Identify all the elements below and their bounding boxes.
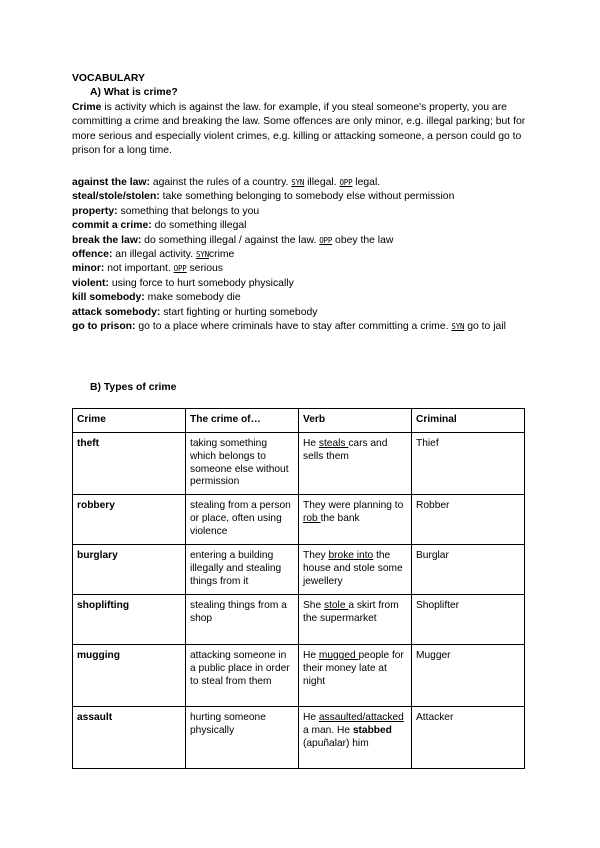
definition-item <box>72 234 534 248</box>
definition-tag: SYN <box>451 322 465 332</box>
definition-term: break the law: <box>72 234 142 246</box>
definition-tag: OPP <box>319 235 333 245</box>
crime-description-cell: entering a building illegally and stealing things from it <box>186 545 299 595</box>
crime-cell: mugging <box>73 645 186 707</box>
definition-tag-word: go to jail <box>464 321 506 333</box>
intro-text: is activity which is against the law. for example, if you steal someone's property, you are committing a crime and breaking the law. Some offences are only minor, e.g. illegal parking; but for more serious and especially violent crimes, e.g. killing or attacking someone, a person could go to prison for a long time. <box>72 102 526 157</box>
definition-text: do something illegal / against the law. <box>141 234 320 246</box>
definition-tag: OPP <box>173 264 187 274</box>
verb-text: the bank <box>320 512 360 524</box>
definition-item <box>72 205 534 219</box>
verb-text: She <box>303 600 324 611</box>
verb-cell <box>299 495 412 545</box>
crime-description-cell: stealing things from a shop <box>186 595 299 645</box>
header-crime-of: The crime of… <box>186 409 299 433</box>
definition-term: offence: <box>72 249 113 261</box>
definition-term: kill somebody: <box>72 292 145 304</box>
definition-item <box>72 248 534 262</box>
verb-cell <box>299 545 412 595</box>
header-criminal: Criminal <box>412 409 525 433</box>
definition-tag-word: legal. <box>352 177 381 188</box>
table-row <box>73 645 525 707</box>
verb-underlined: broke into <box>328 550 374 561</box>
definition-term: against the law: <box>72 177 150 188</box>
definition-term: property: <box>72 205 118 217</box>
page-title: VOCABULARY <box>72 73 145 84</box>
section-a-heading: A) What is crime? <box>90 87 178 98</box>
verb-text: cars and sells them <box>303 438 388 462</box>
verb-bold: stabbed <box>352 724 392 736</box>
definition-tag-word: serious <box>186 263 223 275</box>
table-row <box>73 707 525 769</box>
definition-term: violent: <box>72 277 109 289</box>
table-row <box>73 433 525 495</box>
verb-text: the house and stole some jewellery <box>303 550 403 587</box>
verb-text: He <box>303 712 319 723</box>
definition-text: do something illegal <box>151 220 247 232</box>
definition-tag-word: illegal. <box>304 177 340 188</box>
definition-text: not important. <box>104 263 174 275</box>
verb-text: They <box>303 550 329 561</box>
definition-tag: SYN <box>291 178 305 187</box>
verb-text: people for their money late at night <box>303 650 404 687</box>
definition-text: take something belonging to somebody else without permission <box>159 191 455 203</box>
definition-term: go to prison: <box>72 321 136 333</box>
verb-underlined: steals <box>318 438 349 449</box>
crime-cell: shoplifting <box>73 595 186 645</box>
criminal-cell: Mugger <box>412 645 525 707</box>
crime-description-cell: stealing from a person or place, often using violence <box>186 495 299 545</box>
definition-item <box>72 219 534 233</box>
verb-text: a man. He <box>303 724 353 736</box>
definition-term: attack somebody: <box>72 306 161 318</box>
criminal-cell: Shoplifter <box>412 595 525 645</box>
table-row <box>73 495 525 545</box>
definition-term: minor: <box>72 263 105 275</box>
section-b-heading: B) Types of crime <box>90 382 177 393</box>
verb-cell <box>299 433 412 495</box>
definition-item <box>72 176 534 190</box>
verb-cell <box>299 595 412 645</box>
definition-item <box>72 291 534 305</box>
definition-text: something that belongs to you <box>117 205 260 217</box>
verb-underlined: stole <box>323 600 349 611</box>
crime-types-table <box>72 408 525 769</box>
verb-text: They were planning to <box>303 500 404 511</box>
crime-cell: assault <box>73 707 186 769</box>
definition-item <box>72 262 534 276</box>
crime-cell: robbery <box>73 495 186 545</box>
definition-item <box>72 306 534 320</box>
definition-text: an illegal activity. <box>112 249 196 261</box>
definitions-list <box>72 176 534 334</box>
verb-text: He <box>303 438 319 449</box>
intro-paragraph <box>72 101 532 159</box>
table-row <box>73 595 525 645</box>
definition-term: steal/stole/stolen: <box>72 191 160 203</box>
criminal-cell: Burglar <box>412 545 525 595</box>
definition-text: against the rules of a country. <box>149 177 292 188</box>
definition-item <box>72 277 534 291</box>
intro-term: Crime <box>72 102 102 113</box>
verb-underlined: assaulted/attacked <box>318 712 404 723</box>
verb-text: (apuñalar) him <box>303 737 369 749</box>
definition-tag-word: obey the law <box>332 234 394 246</box>
crime-cell: burglary <box>73 545 186 595</box>
crime-cell: theft <box>73 433 186 495</box>
verb-underlined: mugged <box>318 650 359 661</box>
verb-text: a skirt from the supermarket <box>303 600 399 624</box>
table-header-row <box>73 409 525 433</box>
criminal-cell: Thief <box>412 433 525 495</box>
crime-description-cell: hurting someone physically <box>186 707 299 769</box>
header-crime: Crime <box>73 409 186 433</box>
definition-tag: OPP <box>339 178 353 187</box>
definition-text: go to a place where criminals have to stay after committing a crime. <box>135 321 452 333</box>
crime-description-cell: taking something which belongs to someone else without permission <box>186 433 299 495</box>
verb-text: He <box>303 650 319 661</box>
table-row <box>73 545 525 595</box>
verb-cell <box>299 707 412 769</box>
definition-text: make somebody die <box>144 292 241 304</box>
definition-item <box>72 190 534 204</box>
definition-tag-word: crime <box>208 249 235 261</box>
header-verb: Verb <box>299 409 412 433</box>
definition-term: commit a crime: <box>72 220 152 232</box>
criminal-cell: Attacker <box>412 707 525 769</box>
definition-text: using force to hurt somebody physically <box>108 277 294 289</box>
definition-item <box>72 320 534 334</box>
verb-underlined: rob <box>303 512 321 524</box>
verb-cell <box>299 645 412 707</box>
crime-description-cell: attacking someone in a public place in order to steal from them <box>186 645 299 707</box>
definition-tag: SYN <box>195 250 209 260</box>
definition-text: start fighting or hurting somebody <box>160 306 318 318</box>
criminal-cell: Robber <box>412 495 525 545</box>
